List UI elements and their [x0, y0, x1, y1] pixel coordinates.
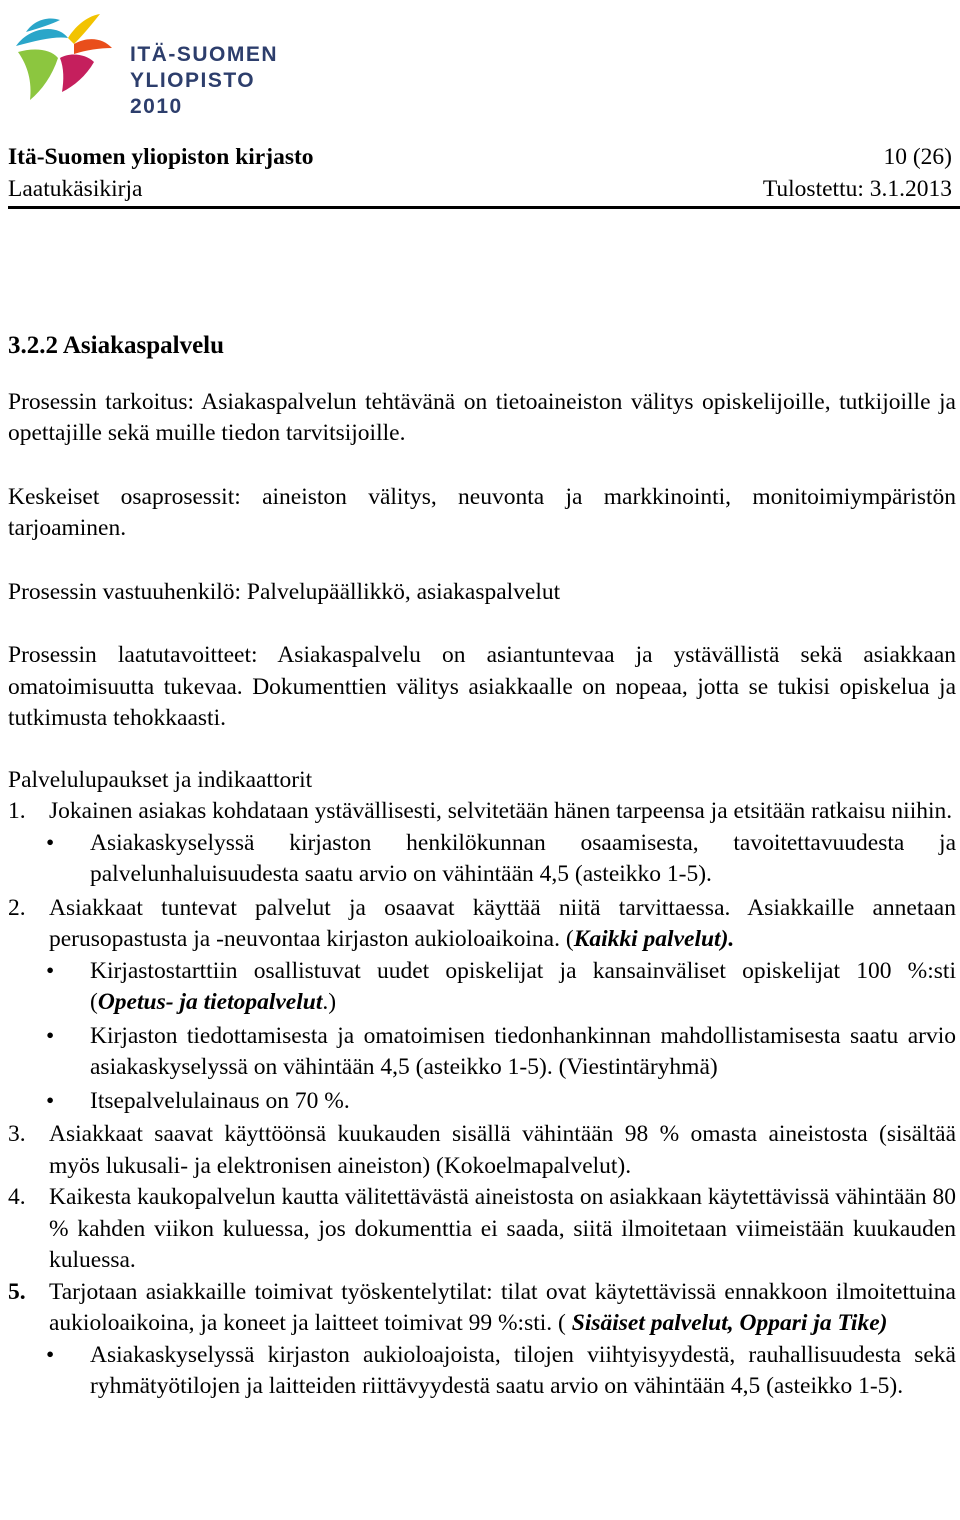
header-printed-date: Tulostettu: 3.1.2013	[762, 176, 952, 202]
process-purpose: Prosessin tarkoitus: Asiakaspalvelun tehtävänä on tietoaineiston välitys opiskelijoille, tutkijoille ja opettajille sekä muille tiedon tarvitsijoille.	[8, 388, 956, 446]
bullet-icon: •	[46, 1022, 55, 1049]
header-org: Itä-Suomen yliopiston kirjasto	[8, 144, 314, 170]
list-item: 2. Asiakkaat tuntevat palvelut ja osaavat käyttää niitä tarvittaessa. Asiakkaille annetaan perusopastusta ja -neuvontaa kirjaston aukioloaikoina. (Kaikki palvelut).	[8, 894, 956, 952]
university-logo	[8, 6, 308, 118]
logo-line-1: ITÄ-SUOMEN	[130, 43, 278, 66]
bullet-icon: •	[46, 957, 55, 984]
bullet-item: • Kirjastostarttiin osallistuvat uudet opiskelijat ja kansainväliset opiskelijat 100 %:sti (Opetus- ja tietopalvelut.)	[8, 956, 956, 1019]
bullet-icon: •	[46, 1341, 55, 1368]
bullet-icon: •	[46, 829, 55, 856]
bullet-item: • Asiakaskyselyssä kirjaston henkilökunnan osaamisesta, tavoitettavuudesta ja palvelunhaluisuudesta saatu arvio on vähintään 4,5 (asteikko 1-5).	[8, 828, 956, 891]
bullet-item: • Kirjaston tiedottamisesta ja omatoimisen tiedonhankinnan mahdollistamisesta saatu arvio asiakaskyselyssä on vähintään 4,5 (asteikko 1-5). (Viestintäryhmä)	[8, 1021, 956, 1084]
list-item: 1. Jokainen asiakas kohdataan ystävällisesti, selvitetään hänen tarpeensa ja etsitään ratkaisu niihin.	[8, 798, 953, 824]
page-header	[8, 141, 952, 205]
header-divider	[8, 206, 960, 209]
list-item: 4. Kaikesta kaukopalvelun kautta välitettävästä aineistosta on asiakkaan käytettävissä vähintään 80 % kahden viikon kuluessa, jos dokumenttia ei saada, siitä ilmoitetaan viimeistään kuukauden kuluessa.	[8, 1184, 956, 1273]
header-document: Laatukäsikirja	[8, 176, 143, 202]
promises-title: Palvelulupaukset ja indikaattorit	[8, 766, 313, 793]
logo-line-2: YLIOPISTO 2010	[130, 69, 256, 118]
process-subprocesses: Keskeiset osaprosessit: aineiston välitys, neuvonta ja markkinointi, monitoimiympäristön tarjoaminen.	[8, 483, 956, 541]
list-item: 3. Asiakkaat saavat käyttöönsä kuukauden sisällä vähintään 98 % omasta aineistosta (sisältää myös lukusali- ja elektronisen aineiston) (Kokoelmapalvelut).	[8, 1121, 956, 1179]
process-owner: Prosessin vastuuhenkilö: Palvelupäällikkö, asiakaspalvelut	[8, 578, 561, 605]
bullet-item: • Asiakaskyselyssä kirjaston aukioloajoista, tilojen viihtyisyydestä, rauhallisuudesta sekä ryhmätyötilojen ja laitteiden riittävyydestä saatu arvio on vähintään 4,5 (asteikko 1-5).	[8, 1340, 956, 1403]
process-quality-goals: Prosessin laatutavoitteet: Asiakaspalvelu on asiantuntevaa ja ystävällistä sekä asiakkaan omatoimisuutta tukevaa. Dokumenttien välitys asiakkaalle on nopeaa, jotta se tukisi opiskelua ja tutkimusta tehokkaasti.	[8, 642, 956, 731]
section-title: 3.2.2 Asiakaspalvelu	[8, 332, 225, 359]
bullet-item: • Itsepalvelulainaus on 70 %.	[8, 1086, 956, 1118]
logo-emblem-icon	[8, 6, 118, 106]
list-item: 5. Tarjotaan asiakkaille toimivat työskentelytilat: tilat ovat käytettävissä ennakkoon ilmoitettuina aukioloaikoina, ja koneet ja laitteet toimivat 99 %:sti. ( Sisäiset palvelut, Oppari ja Tike)	[8, 1278, 956, 1336]
header-page-number: 10 (26)	[883, 144, 952, 170]
bullet-icon: •	[46, 1087, 55, 1114]
document-body	[8, 330, 956, 1405]
